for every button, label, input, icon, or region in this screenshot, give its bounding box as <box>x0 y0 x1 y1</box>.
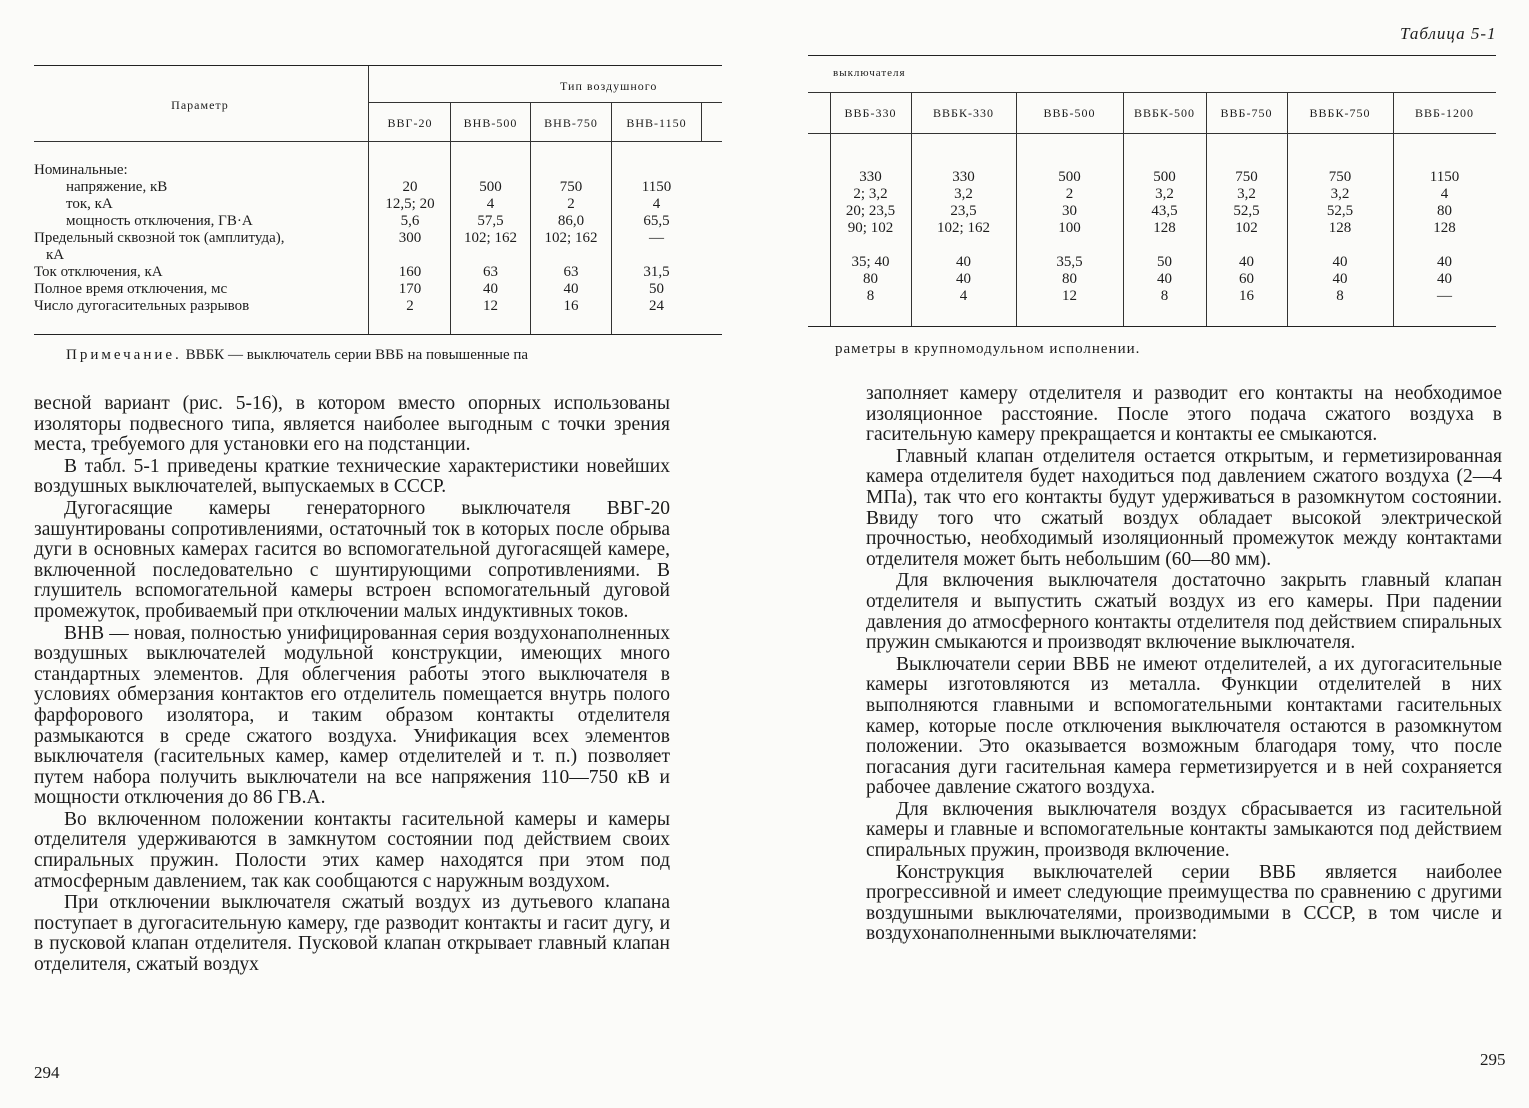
table-cell: 40 <box>1437 254 1452 270</box>
table-cell <box>830 237 911 254</box>
table-cell: 40 <box>1437 271 1452 287</box>
paragraph: весной вариант (рис. 5-16), в котором вместо опорных использованы изоляторы подвесного типа, является наиболее выгодным с точки зрения места, требуемого для установки его на подстанции. <box>34 393 670 456</box>
table-cell: 50 <box>1157 254 1172 270</box>
table-cell: 57,5 <box>477 213 504 229</box>
table-cell: 102; 162 <box>937 220 990 236</box>
table-cell <box>451 162 530 179</box>
table-cell: 12 <box>483 298 498 314</box>
table-cell: 500 <box>1153 169 1176 185</box>
table-cell: 63 <box>483 264 498 280</box>
table-cell <box>1206 237 1287 254</box>
param-label: ток, кА <box>66 196 113 212</box>
table-header-type: ВНВ-500 <box>463 116 518 130</box>
table-cell <box>1287 237 1393 254</box>
param-label: Предельный сквозной ток (амплитуда), <box>34 230 285 246</box>
table-cell: 160 <box>398 264 422 280</box>
table-header-type: ВВБК-500 <box>1134 106 1195 120</box>
table-cell: 5,6 <box>400 213 420 229</box>
param-label: Номинальные: <box>34 162 128 178</box>
table-cell: 31,5 <box>643 264 670 280</box>
table-cell: 40 <box>563 281 579 297</box>
table-header-subrule <box>368 102 722 103</box>
table-cell: 16 <box>1239 288 1254 304</box>
table-value-column <box>531 162 611 315</box>
table-cell <box>1393 237 1496 254</box>
table-cell: 35,5 <box>1056 254 1083 270</box>
table-cell: 80 <box>1437 203 1452 219</box>
paragraph: Дугогасящие камеры генераторного выключателя ВВГ-20 зашунтированы сопротивлениями, остаточный ток в которых после обрыва дуги в основных камерах гасится во вспомогательной дугогасящей камере, включенной последовательно с шунтирующими сопротивлениями. В глушитель вспомогательной камеры встроен вспомогательный дуговой промежуток, пробиваемый при отключении малых индуктивных токов. <box>34 497 670 622</box>
table-divider <box>368 66 369 334</box>
table-top-rule <box>34 65 722 66</box>
table-caption: Таблица 5-1 <box>1400 24 1497 43</box>
table-header-type: ВВБК-330 <box>933 106 994 120</box>
table-cell: 8 <box>1160 288 1169 304</box>
table-value-column <box>830 169 911 305</box>
table-header-type: ВНВ-750 <box>544 116 598 130</box>
table-cell: 3,2 <box>1155 186 1174 202</box>
table-header-type: ВВБ-500 <box>1043 106 1096 120</box>
table-cell: 80 <box>863 271 878 287</box>
table-cell: 23,5 <box>950 203 977 219</box>
paragraph: Для включения выключателя достаточно закрыть главный клапан отделителя и выпустить сжатый воздух из его камеры. При падении давления до атмосферного контакты отделителя под действием спиральных пружин смыкаются и производят включение выключателя. <box>866 570 1502 654</box>
table-cell: 750 <box>559 179 583 195</box>
table-top-rule <box>808 55 1496 56</box>
table-cell <box>531 162 611 179</box>
table-header-type: ВНВ-1150 <box>626 116 687 130</box>
table-cell: 43,5 <box>1151 203 1178 219</box>
table-note <box>66 347 528 364</box>
table-cell: 170 <box>398 281 422 297</box>
table-cell: 8 <box>866 288 875 304</box>
table-cell <box>1016 237 1123 254</box>
table-cell: 40 <box>1332 271 1348 287</box>
table-cell: 128 <box>1433 220 1456 236</box>
table-cell: 80 <box>1062 271 1077 287</box>
table-cell: 4 <box>959 288 968 304</box>
paragraph: заполняет камеру отделителя и разводит его контакты на необходимое изоляционное расстояние. После этого подача сжатого воздуха в гасительную камеру прекращается и контакты ее смыкаются. <box>866 383 1502 446</box>
table-header-type: ВВБ-1200 <box>1415 106 1474 120</box>
table-cell <box>531 247 611 264</box>
table-cell: 1150 <box>1429 169 1460 185</box>
table-cell: 4 <box>1440 186 1449 202</box>
left-body-text <box>34 394 670 976</box>
table-note-text: ВВБК — выключатель серии ВВБ на повышенные па <box>185 347 529 363</box>
table-cell: 330 <box>859 169 882 185</box>
table-cell <box>911 237 1016 254</box>
table-header-type: ВВГ-20 <box>387 116 433 130</box>
table-cell <box>370 247 450 264</box>
table-header-group: выключателя <box>833 67 906 79</box>
paragraph: Главный клапан отделителя остается открытым, и герметизированная камера отделителя будет находиться под давлением сжатого воздуха (2—4 МПа), так что его контакты будут удерживаться в разомкнутом состоянии. Ввиду того что сжатый воздух обладает высокой электрической прочностью, необходимый изоляционный промежуток между контактами отделителя может быть небольшим (60—80 мм). <box>866 445 1502 570</box>
table-cell: 1150 <box>641 179 672 195</box>
table-cell: 750 <box>1328 169 1352 185</box>
table-cell: 128 <box>1328 220 1352 236</box>
param-label: мощность отключения, ГВ·А <box>66 213 253 229</box>
param-label: Ток отключения, кА <box>34 264 163 280</box>
table-cell: 750 <box>1235 169 1258 185</box>
table-bottom-rule <box>808 326 1496 327</box>
param-label: напряжение, кВ <box>66 179 168 195</box>
table-cell: 52,5 <box>1326 203 1354 219</box>
table-cell: 4 <box>486 196 495 212</box>
table-value-column <box>1287 169 1393 305</box>
paragraph: В табл. 5-1 приведены краткие технические характеристики новейших воздушных выключателей, выпускаемых в СССР. <box>34 455 670 498</box>
table-cell: 86,0 <box>557 213 585 229</box>
table-header-group: Тип воздушного <box>560 79 658 93</box>
table-cell: 12 <box>1062 288 1077 304</box>
table-cell: 60 <box>1239 271 1254 287</box>
table-note-label: Примечание. <box>66 347 182 363</box>
paragraph: Во включенном положении контакты гасительной камеры и камеры отделителя удерживаются в замкнутом состоянии под действием своих спиральных пружин. Полости этих камер находятся при этом под атмосферным давлением, так как сообщаются с наружным воздухом. <box>34 808 670 892</box>
table-cell: 330 <box>952 169 975 185</box>
table-cell: 20 <box>402 179 418 195</box>
table-cell: 20; 23,5 <box>845 203 896 219</box>
table-cell: 3,2 <box>954 186 973 202</box>
table-cell: 90; 102 <box>847 220 894 236</box>
table-header-type: ВВБК-750 <box>1309 106 1371 120</box>
page-number: 294 <box>34 1063 60 1082</box>
table-cell: 500 <box>479 179 502 195</box>
table-cell: 16 <box>563 298 579 314</box>
table-cell: 128 <box>1153 220 1176 236</box>
table-cell <box>1123 237 1206 254</box>
table-cell: 3,2 <box>1237 186 1256 202</box>
table-cell: 500 <box>1058 169 1081 185</box>
table-cell: 35; 40 <box>851 254 890 270</box>
table-cell: 40 <box>1332 254 1348 270</box>
table-cell: 2 <box>406 298 414 314</box>
table-header-type: ВВБ-330 <box>844 106 897 120</box>
paragraph: Конструкция выключателей серии ВВБ является наиболее прогрессивной и имеет следующие преимущества по сравнению с другими воздушными выключателями, производимыми в СССР, в том числе и воздухонаполненными выключателями: <box>866 861 1502 945</box>
table-param-column <box>34 162 368 315</box>
table-cell <box>612 247 701 264</box>
paragraph: Выключатели серии ВВБ не имеют отделителей, а их дугогасительные камеры изготовляются из металла. Функции отделителей в них выполняются главными и вспомогательными контактами гасительных камер, которые после отключения выключателя остаются в разомкнутом положении. Это оказывается возможным благодаря тому, что после погасания дуги гасительная камера герметизируется и в ней сохраняется рабочее давление сжатого воздуха. <box>866 653 1502 799</box>
table-value-column <box>1123 169 1206 305</box>
table-bottom-rule <box>34 334 722 335</box>
table-cell: 40 <box>956 271 971 287</box>
right-page <box>800 0 1529 1108</box>
param-label: кА <box>46 247 65 263</box>
table-cell: 100 <box>1058 220 1081 236</box>
table-cell: 40 <box>1157 271 1172 287</box>
table-header-rule <box>34 141 722 142</box>
table-cell: 102; 162 <box>464 230 517 246</box>
table-value-column <box>1206 169 1287 305</box>
table-header-param: Параметр <box>171 98 229 112</box>
table-value-column <box>1393 169 1496 305</box>
table-header-type: ВВБ-750 <box>1220 106 1273 120</box>
left-page <box>0 0 710 1108</box>
table-cell: 102; 162 <box>544 230 598 246</box>
paragraph: Для включения выключателя воздух сбрасывается из гасительной камеры и главные и вспомогательные контакты замыкаются под действием спиральных пружин, производя включение. <box>866 798 1502 862</box>
table-cell: 52,5 <box>1233 203 1260 219</box>
table-cell: 2; 3,2 <box>853 186 888 202</box>
table-cell: 2 <box>567 196 575 212</box>
paragraph: При отключении выключателя сжатый воздух из дутьевого клапана поступает в дугогасительную камеру, где разводит контакты и гасит дугу, и в пусковой клапан отделителя. Пусковой клапан открывает главный клапан отделителя, сжатый воздух <box>34 892 670 976</box>
table-value-column <box>612 162 701 315</box>
right-body-text <box>866 384 1502 945</box>
table-cell: 2 <box>1065 186 1074 202</box>
table-cell: 40 <box>1239 254 1254 270</box>
page-number: 295 <box>1480 1050 1506 1069</box>
table-value-column <box>370 162 450 315</box>
table-cell: 3,2 <box>1330 186 1350 202</box>
table-cell: 63 <box>563 264 579 280</box>
table-cell: 12,5; 20 <box>385 196 435 212</box>
table-cell: 4 <box>652 196 661 212</box>
table-cell: — <box>1437 288 1452 304</box>
table-cell: 40 <box>483 281 498 297</box>
table-cell: 50 <box>649 281 664 297</box>
table-cell <box>370 162 450 179</box>
table-cell <box>451 247 530 264</box>
table-cell: 24 <box>649 298 664 314</box>
table-value-column <box>451 162 530 315</box>
table-value-column <box>1016 169 1123 305</box>
table-divider <box>701 103 702 141</box>
paragraph: ВНВ — новая, полностью унифицированная серия воздухонаполненных воздушных выключателей модульной конструкции, имеющих много стандартных элементов. Для облегчения работы этого выключателя в условиях обмерзания контактов его отделитель помещается внутрь полого фарфорового изолятора, и таким образом контакты отделителя размыкаются в среде сжатого воздуха. Унификация всех элементов выключателя (гасительных камер, камер отделителей и т. п.) позволяет путем набора получить выключатели на все напряжения 110—750 кВ и мощности отключения до 86 ГВ.А. <box>34 622 670 809</box>
table-cell: — <box>649 230 664 246</box>
table-cell: 65,5 <box>643 213 670 229</box>
table-cell: 300 <box>398 230 422 246</box>
table-cell: 40 <box>956 254 971 270</box>
table-cell: 102 <box>1235 220 1258 236</box>
table-cell <box>612 162 701 179</box>
table-value-column <box>911 169 1016 305</box>
table-cell: 30 <box>1062 203 1077 219</box>
param-label: Полное время отключения, мс <box>34 281 228 297</box>
table-cell: 8 <box>1336 288 1344 304</box>
table-note-continuation: раметры в крупномодульном исполнении. <box>835 341 1141 357</box>
param-label: Число дугогасительных разрывов <box>34 298 250 314</box>
